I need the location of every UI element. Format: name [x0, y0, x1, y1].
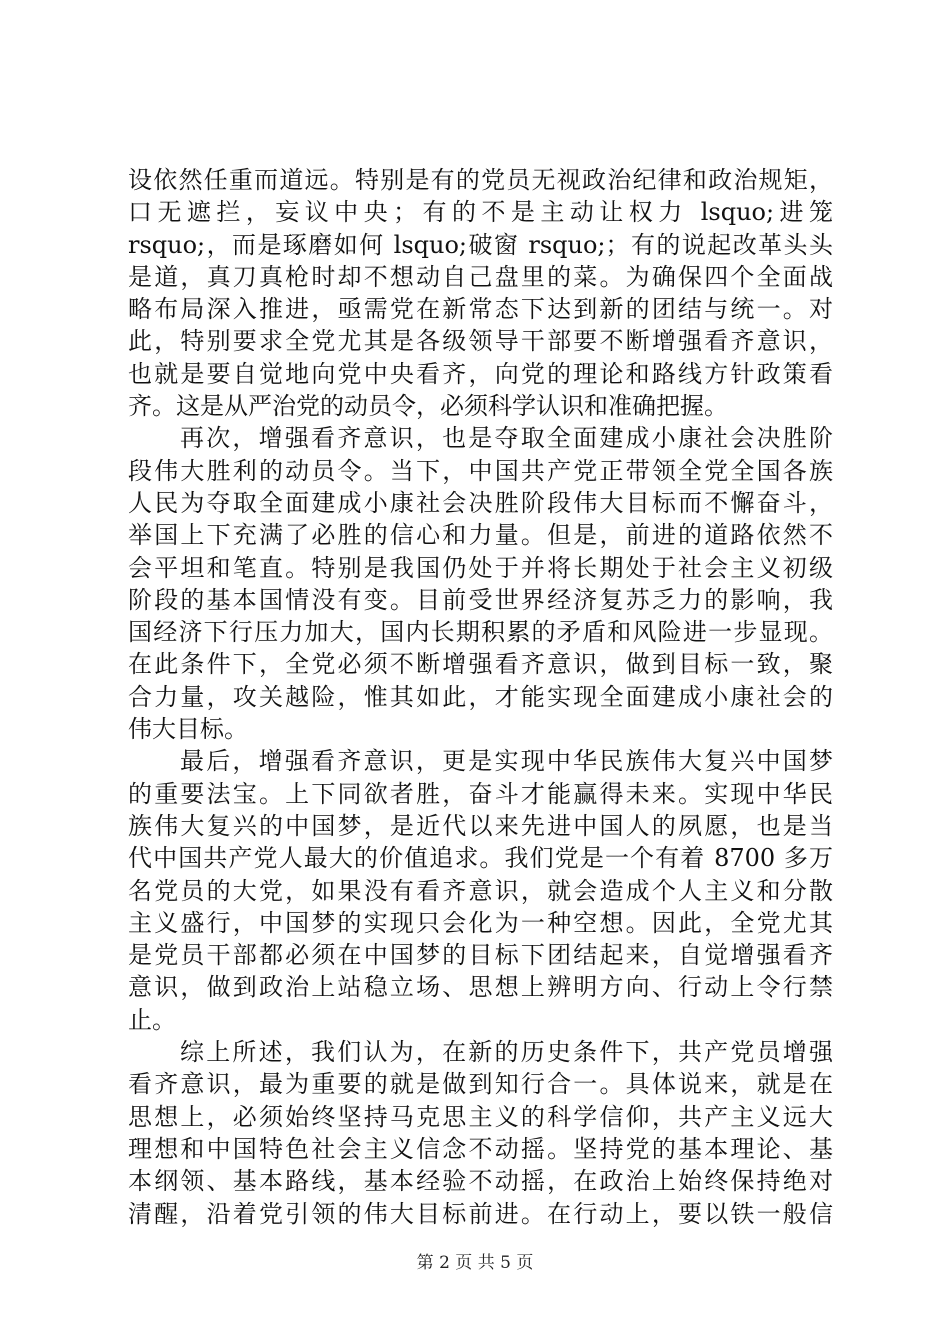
text-line: 举国上下充满了必胜的信心和力量。但是，前进的道路依然不	[128, 521, 833, 550]
text-line: 止。	[128, 1005, 176, 1034]
text-line: 伟大目标。	[128, 715, 248, 744]
text-line: 主义盛行，中国梦的实现只会化为一种空想。因此，全党尤其	[128, 908, 833, 937]
text-line: 在此条件下，全党必须不断增强看齐意识，做到目标一致，聚	[128, 650, 833, 679]
text-line: 理想和中国特色社会主义信念不动摇。坚持党的基本理论、基	[128, 1134, 833, 1163]
text-line: 族伟大复兴的中国梦，是近代以来先进中国人的夙愿，也是当	[128, 811, 833, 840]
text-line: 再次，增强看齐意识，也是夺取全面建成小康社会决胜阶	[180, 424, 833, 453]
text-line: 合力量，攻关越险，惟其如此，才能实现全面建成小康社会的	[128, 682, 833, 711]
text-line: 名党员的大党，如果没有看齐意识，就会造成个人主义和分散	[128, 876, 833, 905]
text-line: 人民为夺取全面建成小康社会决胜阶段伟大目标而不懈奋斗，	[128, 488, 833, 517]
text-line: 清醒，沿着党引领的伟大目标前进。在行动上，要以铁一般信	[128, 1199, 833, 1228]
text-line: 也就是要自觉地向党中央看齐，向党的理论和路线方针政策看	[128, 359, 833, 388]
text-line: 是道，真刀真枪时却不想动自己盘里的菜。为确保四个全面战	[128, 262, 833, 291]
page-footer: 第 2 页 共 5 页	[416, 1253, 534, 1273]
text-line: 最后，增强看齐意识，更是实现中华民族伟大复兴中国梦	[180, 747, 833, 776]
text-line: 略布局深入推进，亟需党在新常态下达到新的团结与统一。对	[128, 295, 833, 324]
text-line: 设依然任重而道远。特别是有的党员无视政治纪律和政治规矩，	[128, 166, 833, 194]
text-line: 阶段的基本国情没有变。目前受世界经济复苏乏力的影响，我	[128, 585, 833, 614]
text-line: 综上所述，我们认为，在新的历史条件下，共产党员增强	[180, 1038, 833, 1067]
text-line: 代中国共产党人最大的价值追求。我们党是一个有着 8700 多万	[128, 844, 833, 873]
text-line: 是党员干部都必须在中国梦的目标下团结起来，自觉增强看齐	[128, 941, 833, 970]
text-line: 会平坦和笔直。特别是我国仍处于并将长期处于社会主义初级	[128, 553, 833, 582]
text-line: 思想上，必须始终坚持马克思主义的科学信仰，共产主义远大	[128, 1102, 833, 1131]
text-line: 看齐意识，最为重要的就是做到知行合一。具体说来，就是在	[128, 1070, 833, 1099]
text-line: 意识，做到政治上站稳立场、思想上辨明方向、行动上令行禁	[128, 973, 833, 1002]
text-line: 的重要法宝。上下同欲者胜，奋斗才能赢得未来。实现中华民	[128, 779, 833, 808]
text-line: 此，特别要求全党尤其是各级领导干部要不断增强看齐意识，	[128, 327, 833, 356]
text-line: 齐。这是从严治党的动员令，必须科学认识和准确把握。	[128, 392, 728, 421]
text-line: 本纲领、基本路线，基本经验不动摇，在政治上始终保持绝对	[128, 1167, 833, 1196]
text-line: 口无遮拦，妄议中央；有的不是主动让权力 lsquo;进笼	[128, 198, 833, 227]
text-line: 国经济下行压力加大，国内长期积累的矛盾和风险进一步显现。	[128, 618, 833, 647]
document-body	[128, 164, 833, 1230]
text-line: rsquo;，而是琢磨如何 lsquo;破窗 rsquo;；有的说起改革头头	[128, 230, 833, 259]
text-line: 段伟大胜利的动员令。当下，中国共产党正带领全党全国各族	[128, 456, 833, 485]
